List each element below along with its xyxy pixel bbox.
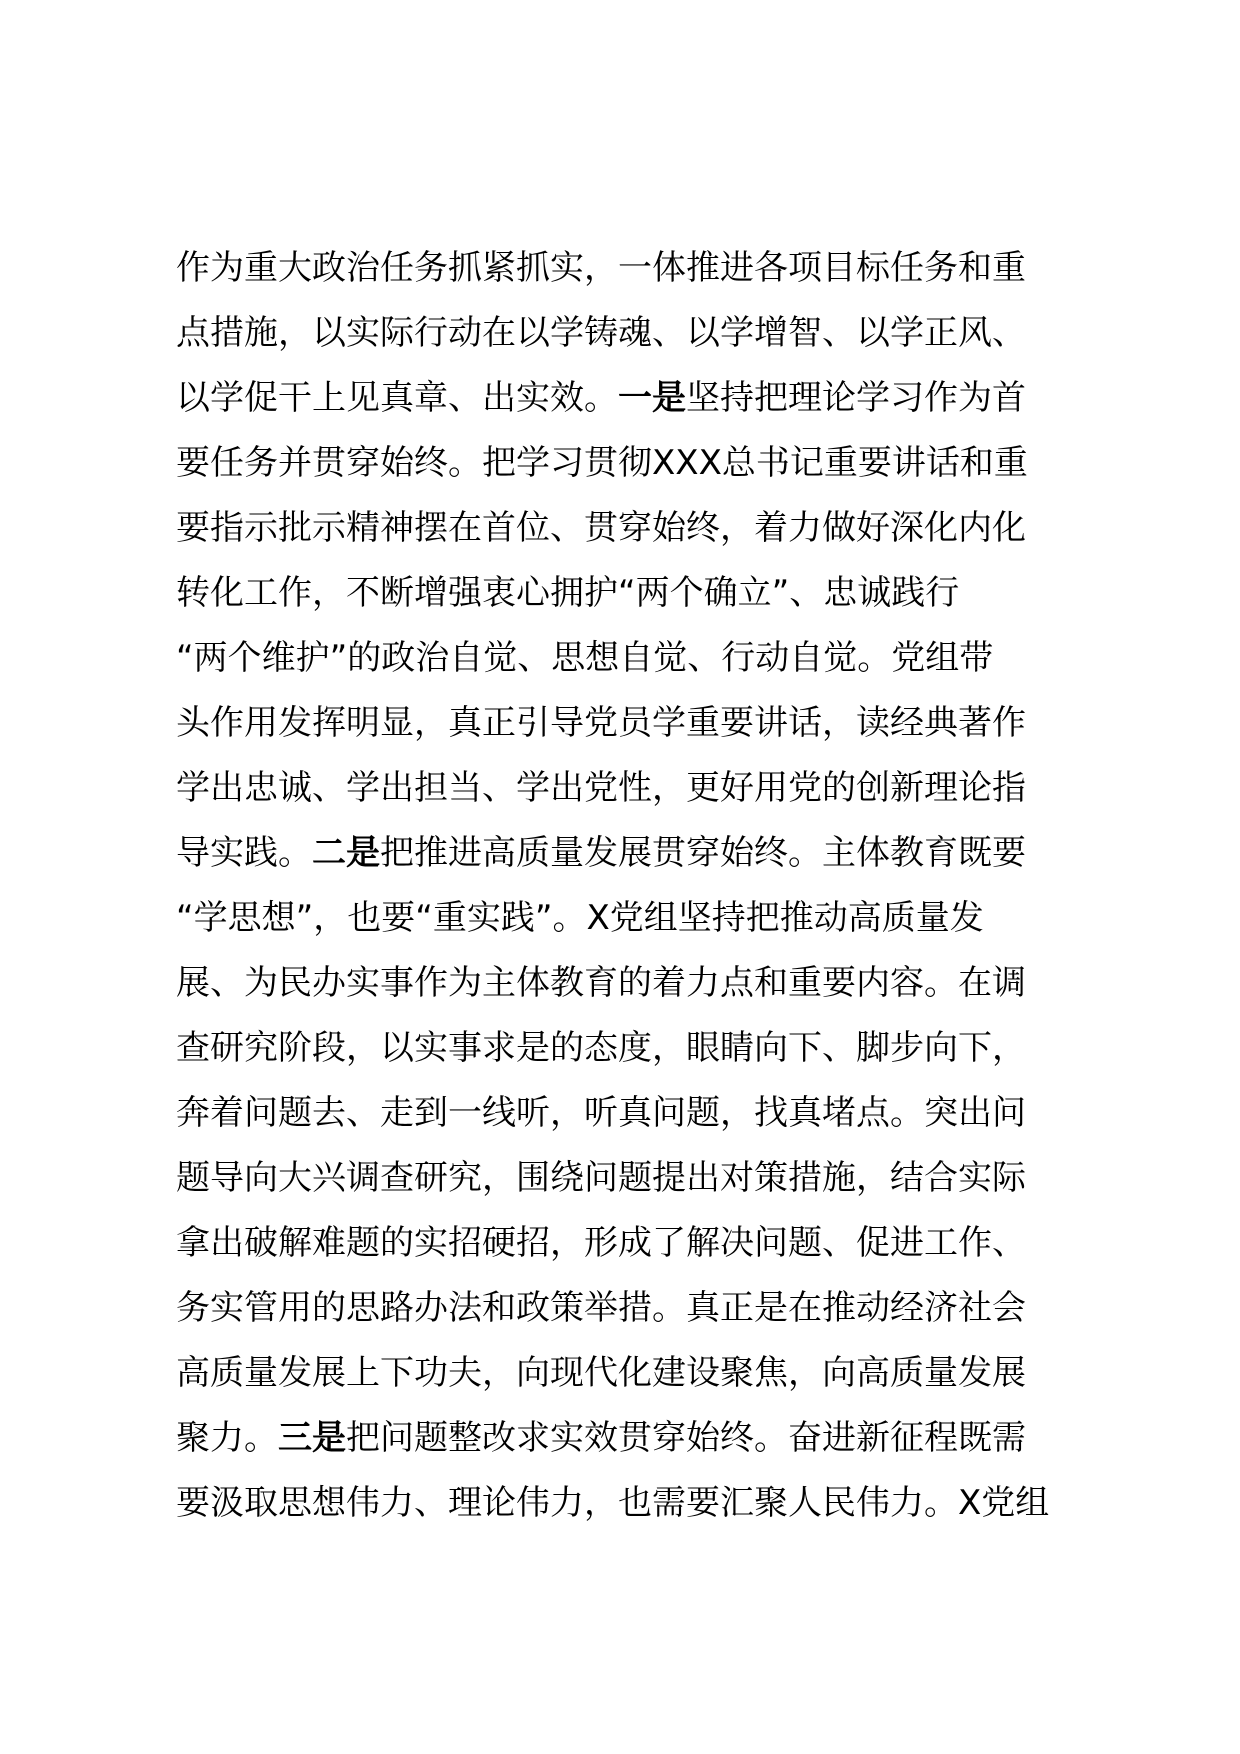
line-text: 导实践。 [176, 833, 312, 873]
text-line [176, 1016, 1116, 1081]
line-text: 奔着问题去、走到一线听，听真问题，找真堵点。突出问 [176, 1093, 1026, 1133]
line-text: 以学促干上见真章、出实效。 [176, 378, 618, 418]
line-text: 拿出破解难题的实招硬招，形成了解决问题、促进工作、 [176, 1223, 1026, 1263]
text-line [176, 431, 1116, 496]
text-line [176, 1146, 1116, 1211]
bold-point-marker: 三是 [278, 1418, 346, 1458]
line-text: 题导向大兴调查研究，围绕问题提出对策措施，结合实际 [176, 1158, 1026, 1198]
body-text [176, 236, 1116, 1536]
text-line [176, 756, 1116, 821]
line-text: 点措施，以实际行动在以学铸魂、以学增智、以学正风、 [176, 313, 1026, 353]
text-line [176, 626, 1116, 691]
line-text: 聚力。 [176, 1418, 278, 1458]
text-line [176, 951, 1116, 1016]
line-text: 作为重大政治任务抓紧抓实，一体推进各项目标任务和重 [176, 248, 1026, 288]
line-text: “学思想”，也要“重实践”。X党组坚持把推动高质量发 [176, 898, 984, 938]
line-text: 查研究阶段，以实事求是的态度，眼睛向下、脚步向下， [176, 1028, 1026, 1068]
text-line [176, 821, 1116, 886]
text-line [176, 1081, 1116, 1146]
text-line [176, 236, 1116, 301]
line-text: 高质量发展上下功夫，向现代化建设聚焦，向高质量发展 [176, 1353, 1026, 1393]
text-line [176, 561, 1116, 626]
text-line [176, 366, 1116, 431]
text-line [176, 496, 1116, 561]
line-text: 把问题整改求实效贯穿始终。奋进新征程既需 [346, 1418, 1026, 1458]
text-line [176, 886, 1116, 951]
text-line [176, 691, 1116, 756]
text-line [176, 1406, 1116, 1471]
text-line [176, 1211, 1116, 1276]
bold-point-marker: 二是 [312, 833, 380, 873]
line-text: 要指示批示精神摆在首位、贯穿始终，着力做好深化内化 [176, 508, 1026, 548]
line-text: 要任务并贯穿始终。把学习贯彻XXX总书记重要讲话和重 [176, 443, 1028, 483]
line-text: 坚持把理论学习作为首 [686, 378, 1026, 418]
bold-point-marker: 一是 [618, 378, 686, 418]
line-text: 头作用发挥明显，真正引导党员学重要讲话，读经典著作 [176, 703, 1026, 743]
text-line [176, 1471, 1116, 1536]
line-text: 学出忠诚、学出担当、学出党性，更好用党的创新理论指 [176, 768, 1026, 808]
line-text: 务实管用的思路办法和政策举措。真正是在推动经济社会 [176, 1288, 1026, 1328]
text-line [176, 1276, 1116, 1341]
line-text: “两个维护”的政治自觉、思想自觉、行动自觉。党组带 [176, 638, 994, 678]
text-line [176, 301, 1116, 366]
line-text: 展、为民办实事作为主体教育的着力点和重要内容。在调 [176, 963, 1026, 1003]
text-line [176, 1341, 1116, 1406]
line-text: 转化工作，不断增强衷心拥护“两个确立”、忠诚践行 [176, 573, 960, 613]
line-text: 把推进高质量发展贯穿始终。主体教育既要 [380, 833, 1026, 873]
line-text: 要汲取思想伟力、理论伟力，也需要汇聚人民伟力。X党组 [176, 1483, 1050, 1523]
